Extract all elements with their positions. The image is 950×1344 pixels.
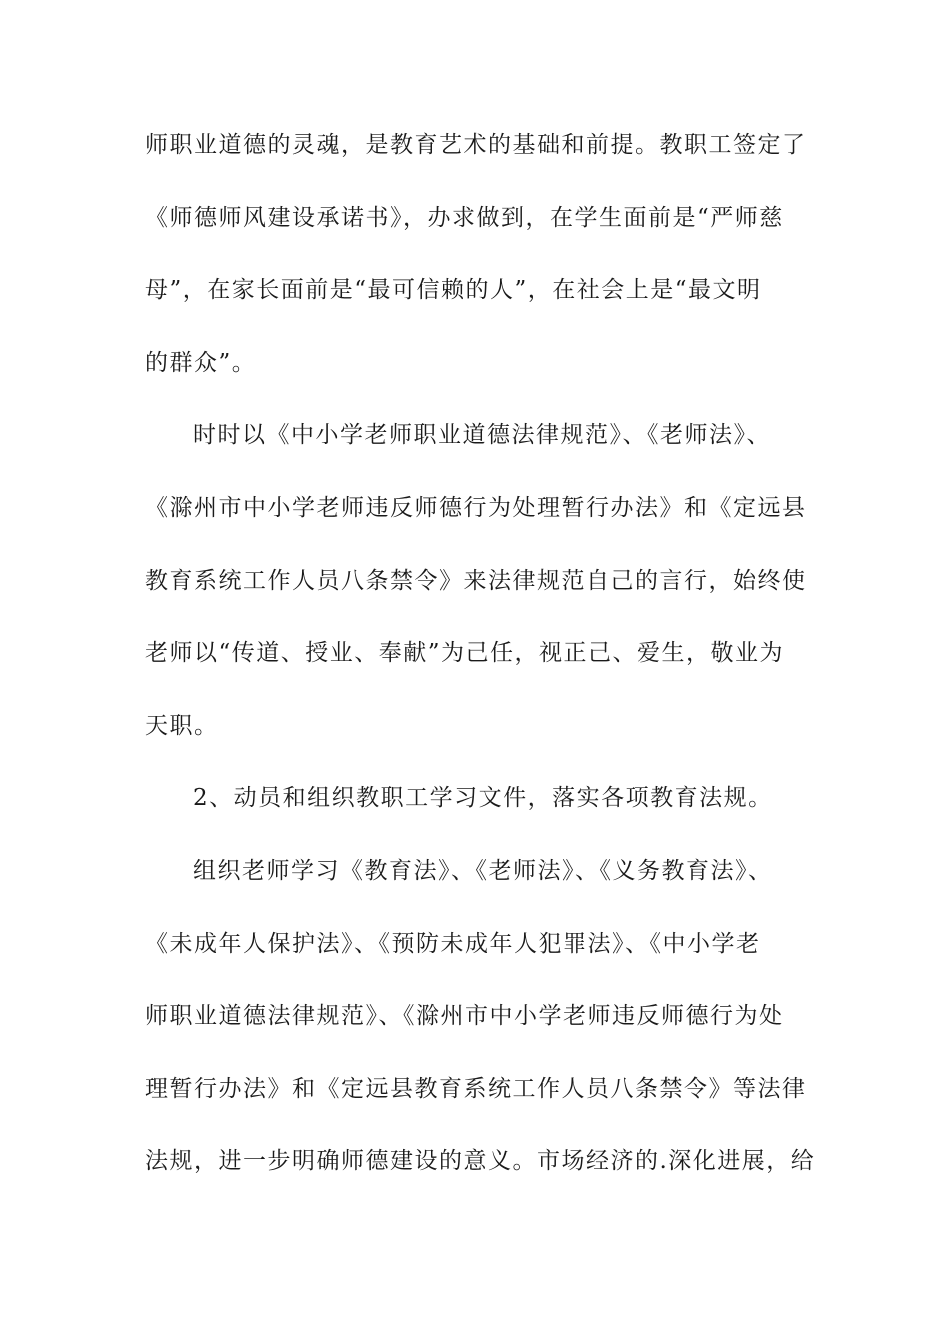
text-line: 的群众”。 bbox=[145, 349, 257, 376]
text-line: 《滁州市中小学老师违反师德行为处理暂行办法》和《定远县 bbox=[145, 494, 807, 521]
text-line: 母”，在家长面前是“最可信赖的人”，在社会上是“最文明 bbox=[145, 277, 762, 304]
paragraph-start-line: 组织老师学习《教育法》、《老师法》、《义务教育法》、 bbox=[193, 857, 773, 884]
text-line: 教育系统工作人员八条禁令》来法律规范自己的言行，始终使 bbox=[145, 567, 807, 594]
paragraph-start-line: 时时以《中小学老师职业道德法律规范》、《老师法》、 bbox=[193, 422, 771, 449]
section-heading: 2、动员和组织教职工学习文件，落实各项教育法规。 bbox=[193, 785, 773, 812]
text-line: 理暂行办法》和《定远县教育系统工作人员八条禁令》等法律 bbox=[145, 1075, 807, 1102]
text-line: 师职业道德的灵魂，是教育艺术的基础和前提。教职工签定了 bbox=[145, 132, 807, 158]
text-line: 《师德师风建设承诺书》，办求做到，在学生面前是“严师慈 bbox=[145, 204, 784, 231]
text-line: 《未成年人保护法》、《预防未成年人犯罪法》、《中小学老 bbox=[145, 930, 761, 957]
text-line: 老师以“传道、授业、奉献”为己任，视正己、爱生，敬业为 bbox=[145, 640, 785, 667]
body-text bbox=[145, 127, 825, 1180]
text-line: 天职。 bbox=[145, 712, 219, 739]
text-line: 法规，进一步明确师德建设的意义。市场经济的.深化进展，给 bbox=[145, 1148, 816, 1175]
text-line: 师职业道德法律规范》、《滁州市中小学老师违反师德行为处 bbox=[145, 1003, 784, 1030]
